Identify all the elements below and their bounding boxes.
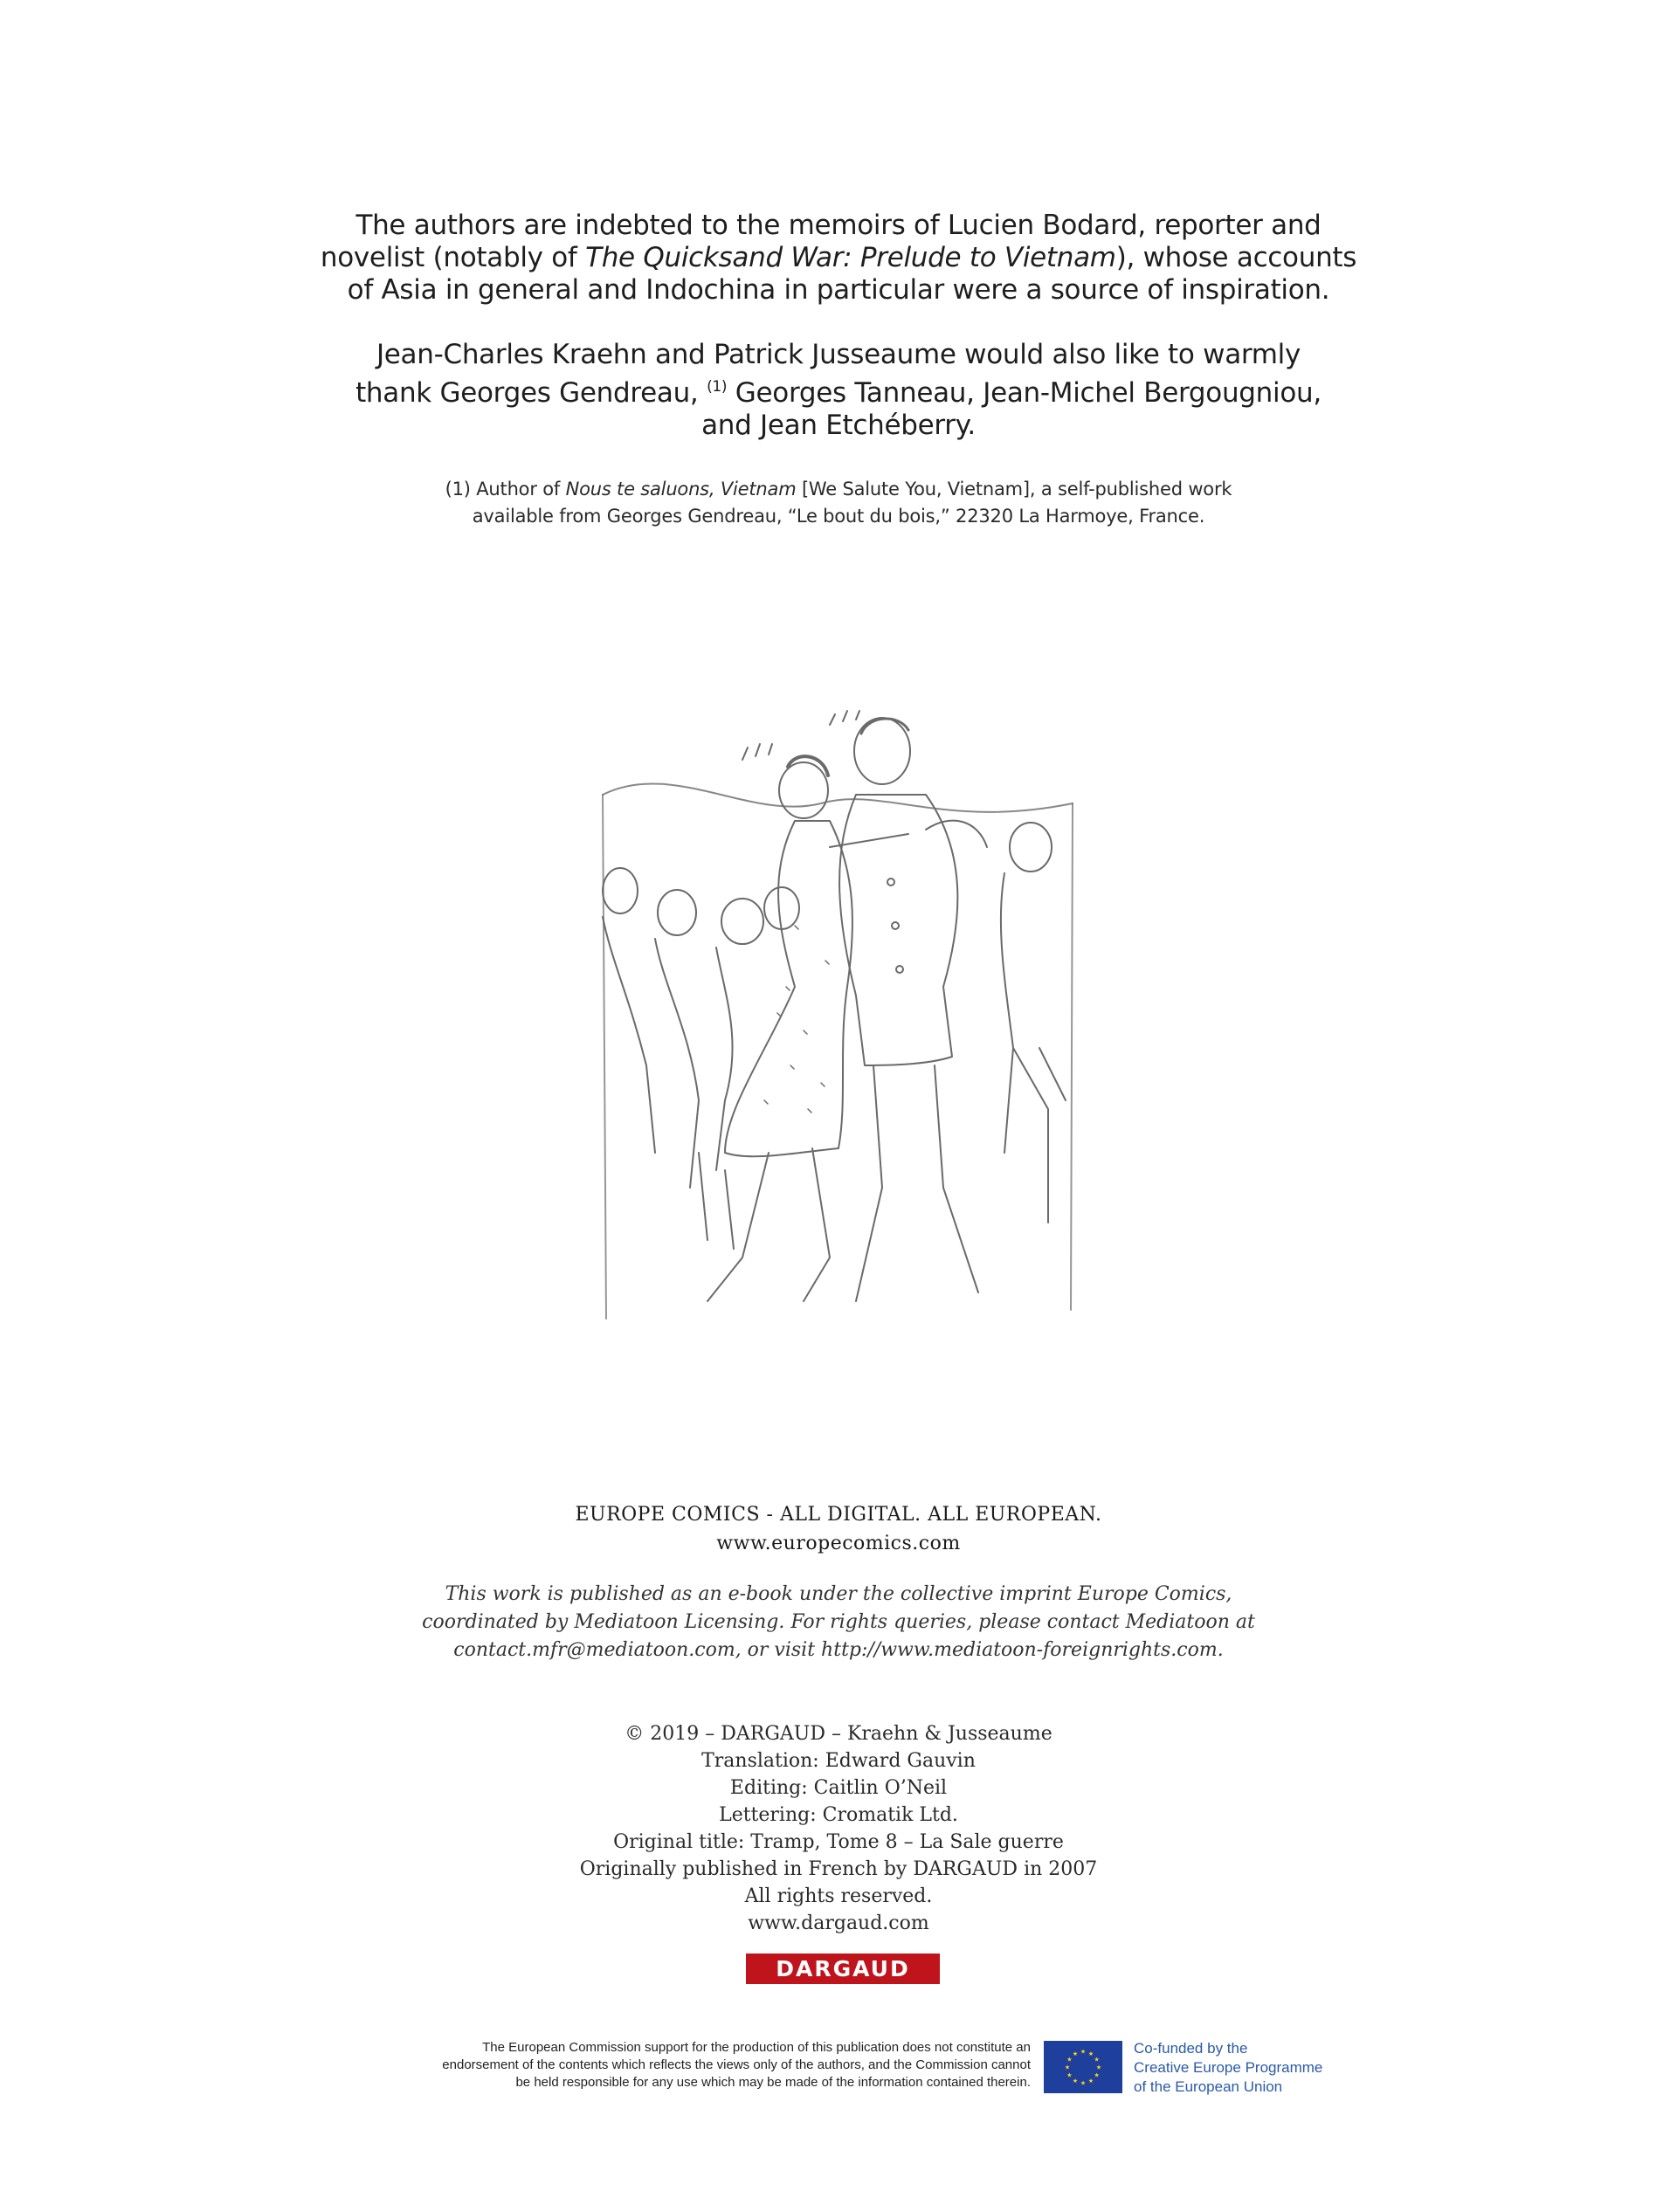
eu-star: ★ bbox=[1094, 2071, 1100, 2079]
ack-text: thank Georges Gendreau, bbox=[355, 377, 699, 409]
ack-line bbox=[0, 371, 1677, 410]
pencil-sketch-dancing-couple bbox=[594, 699, 1083, 1327]
footnote-marker: (1) bbox=[707, 378, 728, 396]
eu-star: ★ bbox=[1087, 2078, 1094, 2085]
europe-comics-slogan bbox=[0, 1500, 1677, 1558]
disclaimer-line: The European Commission support for the production of this publication does not constitute an bbox=[482, 2040, 1031, 2055]
eu-disclaimer bbox=[332, 2039, 1031, 2091]
credit-translation: Translation: Edward Gauvin bbox=[701, 1750, 976, 1772]
ack-text: novelist (notably of bbox=[320, 242, 586, 273]
eu-star: ★ bbox=[1094, 2056, 1100, 2064]
footnote-text: (1) Author of bbox=[445, 479, 566, 500]
eu-star: ★ bbox=[1087, 2050, 1094, 2057]
footnote-line bbox=[0, 476, 1677, 503]
book-title: The Quicksand War: Prelude to Vietnam bbox=[585, 242, 1116, 273]
ack-text: ), whose accounts bbox=[1115, 242, 1357, 273]
imprint-line: coordinated by Mediatoon Licensing. For rights queries, please contact Mediatoon at bbox=[422, 1611, 1255, 1633]
imprint-notice bbox=[0, 1581, 1677, 1664]
imprint-line: contact.mfr@mediatoon.com, or visit http://www.mediatoon-foreignrights.com. bbox=[453, 1639, 1224, 1661]
eu-star: ★ bbox=[1072, 2050, 1079, 2057]
eu-star: ★ bbox=[1066, 2071, 1073, 2079]
ack-line: Jean-Charles Kraehn and Patrick Jusseaume would also like to warmly bbox=[376, 339, 1301, 370]
ack-line: The authors are indebted to the memoirs of Lucien Bodard, reporter and bbox=[355, 210, 1322, 241]
eu-star: ★ bbox=[1064, 2064, 1071, 2071]
credit-lettering: Lettering: Cromatik Ltd. bbox=[719, 1804, 958, 1826]
eu-star: ★ bbox=[1066, 2056, 1073, 2064]
eu-star: ★ bbox=[1080, 2079, 1087, 2087]
eu-flag-icon bbox=[1044, 2041, 1122, 2093]
credit-copyright: © 2019 – DARGAUD – Kraehn & Jusseaume bbox=[625, 1723, 1052, 1745]
ack-line: of Asia in general and Indochina in particular were a source of inspiration. bbox=[347, 274, 1330, 306]
credit-original-publication: Originally published in French by DARGAUD in 2007 bbox=[579, 1858, 1098, 1880]
footnote-line: available from Georges Gendreau, “Le bout du bois,” 22320 La Harmoye, France. bbox=[472, 506, 1205, 527]
dargaud-link[interactable]: www.dargaud.com bbox=[748, 1912, 929, 1934]
footnote-title: Nous te saluons, Vietnam bbox=[565, 479, 797, 500]
eu-text-line: Co-funded by the bbox=[1134, 2040, 1248, 2057]
dargaud-logo: DARGAUD bbox=[746, 1954, 940, 1984]
eu-text-line: Creative Europe Programme bbox=[1134, 2059, 1323, 2076]
footnote-text: [We Salute You, Vietnam], a self-published work bbox=[796, 479, 1232, 500]
credits bbox=[0, 1720, 1677, 1937]
credit-original-title: Original title: Tramp, Tome 8 – La Sale guerre bbox=[613, 1831, 1064, 1853]
eu-star: ★ bbox=[1080, 2048, 1087, 2056]
credit-rights: All rights reserved. bbox=[744, 1885, 933, 1907]
disclaimer-line: be held responsible for any use which may be made of the information contained therein. bbox=[515, 2075, 1031, 2090]
acknowledgment-section bbox=[0, 210, 1677, 442]
eu-star: ★ bbox=[1072, 2078, 1079, 2085]
credit-editing: Editing: Caitlin O’Neil bbox=[729, 1777, 948, 1799]
ack-line: and Jean Etchéberry. bbox=[701, 410, 976, 441]
europe-comics-link[interactable]: www.europecomics.com bbox=[716, 1533, 961, 1554]
eu-star: ★ bbox=[1095, 2064, 1102, 2071]
disclaimer-line: endorsement of the contents which reflects the views only of the authors, and the Commission cannot bbox=[442, 2057, 1031, 2072]
footnote bbox=[0, 476, 1677, 530]
ack-line bbox=[0, 242, 1677, 274]
ack-text: Georges Tanneau, Jean-Michel Bergougniou, bbox=[727, 377, 1322, 409]
eu-text-line: of the European Union bbox=[1134, 2078, 1283, 2095]
slogan-text: EUROPE COMICS - ALL DIGITAL. ALL EUROPEAN. bbox=[575, 1504, 1102, 1526]
imprint-line: This work is published as an e-book under the collective imprint Europe Comics, bbox=[445, 1583, 1232, 1605]
eu-cofunded-label bbox=[1134, 2039, 1396, 2097]
